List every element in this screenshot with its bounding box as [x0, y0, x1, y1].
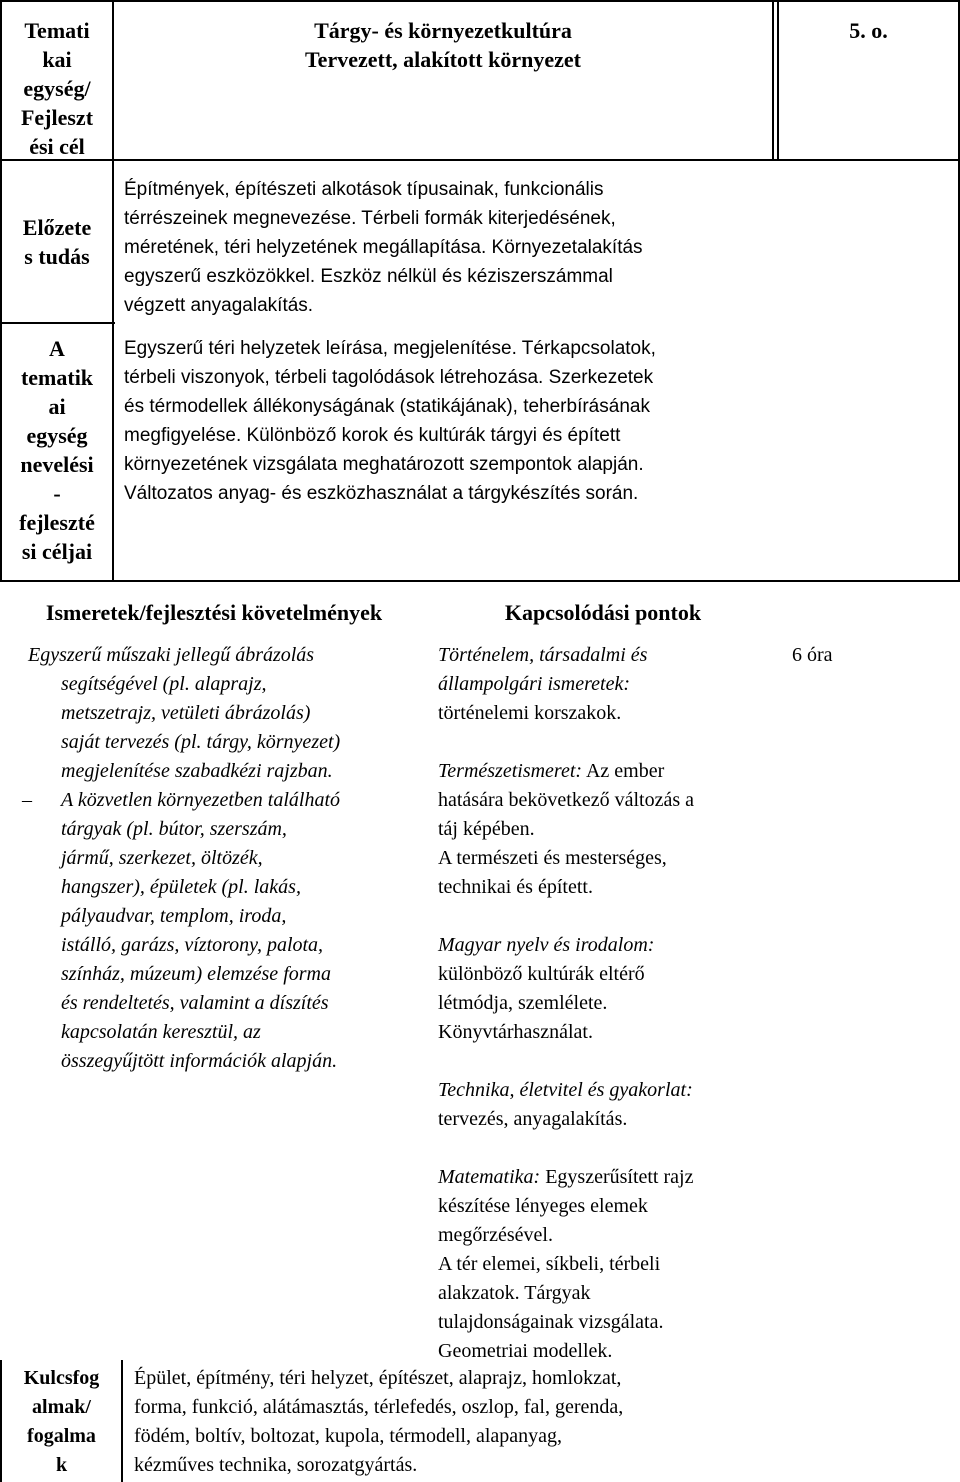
goals-line: térbeli viszonyok, térbeli tagolódások létrehozása. Szerkezetek: [124, 367, 654, 388]
prior-knowledge-label: [2, 213, 112, 271]
history-text: történelemi korszakok.: [438, 702, 622, 724]
prior-row-divider: [0, 322, 115, 324]
math-line: megőrzésével.: [438, 1224, 553, 1246]
prior-line: méretének, téri helyzetének megállapítása. Környezetalakítás: [124, 237, 643, 258]
connections-list: [438, 641, 778, 1366]
language-line: létmódja, szemlélete.: [438, 992, 608, 1014]
requirement-line: saját tervezés (pl. tárgy, környezet): [61, 731, 341, 753]
math-line: készítése lényeges elemek: [438, 1195, 648, 1217]
spacer: [438, 902, 778, 931]
goals-label-line: fejleszté: [19, 510, 95, 535]
top-border: [0, 0, 960, 2]
requirement-text: A közvetlen környezetben található: [61, 789, 340, 811]
requirement-line: pályaudvar, templom, iroda,: [61, 905, 287, 927]
math-line: [438, 1163, 778, 1192]
science-line: [438, 757, 778, 786]
requirement-line-bullet: [22, 786, 428, 815]
hours-label: 6 óra: [792, 644, 833, 666]
prior-line: egyszerű eszközökkel. Eszköz nélkül és kéziszerszámmal: [124, 266, 613, 287]
bottom-border: [0, 580, 960, 582]
page-title: [114, 16, 772, 74]
goals-text: [124, 334, 784, 508]
history-subject: Történelem, társadalmi és: [438, 644, 648, 666]
goals-label-line: -: [53, 481, 61, 506]
keywords-line: forma, funkció, alátámasztás, térlefedés, oszlop, fal, gerenda,: [134, 1396, 624, 1418]
keywords-label-line: Kulcsfog: [23, 1367, 100, 1389]
prior-line: Építmények, építészeti alkotások típusainak, funkcionális: [124, 179, 604, 200]
requirement-line: istálló, garázs, víztorony, palota,: [61, 934, 324, 956]
keywords-col-divider: [121, 1360, 123, 1482]
header-row-divider: [0, 159, 960, 161]
unit-label-line: ési cél: [29, 134, 85, 159]
goals-label-line: A: [49, 336, 65, 361]
requirement-line: jármű, szerkezet, öltözék,: [61, 847, 263, 869]
unit-label-line: kai: [42, 47, 72, 72]
technology-text: tervezés, anyagalakítás.: [438, 1108, 628, 1130]
keywords-line: kézműves technika, sorozatgyártás.: [134, 1454, 418, 1476]
language-subject: Magyar nyelv és irodalom:: [438, 934, 655, 956]
math-line: alakzatok. Tárgyak: [438, 1282, 591, 1304]
requirement-line: tárgyak (pl. bútor, szerszám,: [61, 818, 287, 840]
unit-label-line: Temati: [24, 18, 90, 43]
connections-header: Kapcsolódási pontok: [504, 600, 702, 625]
requirement-line: színház, múzeum) elemzése forma: [61, 963, 331, 985]
requirements-list: [22, 641, 428, 1076]
math-subject: Matematika:: [438, 1166, 541, 1188]
requirement-line: Egyszerű műszaki jellegű ábrázolás: [28, 644, 315, 666]
prior-knowledge-text: [124, 175, 764, 320]
science-text: Az ember: [582, 760, 665, 782]
history-subject-cont: állampolgári ismeretek:: [438, 673, 631, 695]
label-col-divider: [112, 0, 114, 582]
science-line: táj képében.: [438, 818, 535, 840]
science-line: A természeti és mesterséges,: [438, 847, 667, 869]
prior-label-line: s tudás: [24, 244, 90, 269]
prior-line: végzett anyagalakítás.: [124, 295, 314, 316]
unit-label-line: Fejleszt: [20, 105, 94, 130]
math-line: tulajdonságainak vizsgálata.: [438, 1311, 664, 1333]
requirement-line: és rendeltetés, valamint a díszítés: [61, 992, 329, 1014]
unit-label: [2, 16, 112, 161]
language-line: különböző kultúrák eltérő: [438, 963, 645, 985]
math-line: Geometriai modellek.: [438, 1340, 613, 1362]
grade-label: 5. o.: [849, 18, 888, 43]
goals-label-line: tematik: [20, 365, 94, 390]
math-text: Egyszerűsített rajz: [540, 1166, 694, 1188]
spacer: [438, 728, 778, 757]
requirement-line: összegyűjtött információk alapján.: [61, 1050, 338, 1072]
keywords-line: Épület, építmény, téri helyzet, építészet, alaprajz, homlokzat,: [134, 1367, 622, 1389]
requirement-line: megjelenítése szabadkézi rajzban.: [61, 760, 333, 782]
keywords-label: [2, 1364, 121, 1480]
goals-line: Változatos anyag- és eszközhasználat a tárgykészítés során.: [124, 483, 639, 504]
requirement-line: metszetrajz, vetületi ábrázolás): [61, 702, 311, 724]
subject-title: Tárgy- és környezetkultúra: [314, 18, 572, 43]
goals-label-line: nevelési: [20, 452, 94, 477]
goals-label-line: egység: [26, 423, 88, 448]
dash-bullet: –: [22, 789, 32, 811]
goals-label: [2, 334, 112, 566]
math-line: A tér elemei, síkbeli, térbeli: [438, 1253, 661, 1275]
unit-title: Tervezett, alakított környezet: [305, 47, 581, 72]
unit-label-line: egység/: [23, 76, 91, 101]
prior-line: térrészeinek megnevezése. Térbeli formák kiterjedésének,: [124, 208, 616, 229]
goals-label-line: ai: [48, 394, 66, 419]
requirement-line: segítségével (pl. alaprajz,: [61, 673, 267, 695]
keywords-label-line: k: [55, 1454, 68, 1476]
keywords-text: [134, 1364, 954, 1480]
spacer: [438, 1134, 778, 1163]
goals-line: és térmodellek állékonyságának (statikájának), teherbírásának: [124, 396, 650, 417]
goals-line: Egyszerű téri helyzetek leírása, megjelenítése. Térkapcsolatok,: [124, 338, 656, 359]
science-line: technikai és épített.: [438, 876, 593, 898]
prior-label-line: Előzete: [22, 215, 92, 240]
technology-subject: Technika, életvitel és gyakorlat:: [438, 1079, 693, 1101]
title-col-divider-1: [772, 0, 774, 160]
keywords-label-line: almak/: [32, 1396, 91, 1418]
requirement-line: kapcsolatán keresztül, az: [61, 1021, 261, 1043]
goals-label-line: si céljai: [21, 539, 93, 564]
keywords-line: födém, boltív, boltozat, kupola, térmodell, alapanyag,: [134, 1425, 563, 1447]
science-line: hatására bekövetkező változás a: [438, 789, 694, 811]
language-line: Könyvtárhasználat.: [438, 1021, 593, 1043]
goals-line: megfigyelése. Különböző korok és kultúrák tárgyi és épített: [124, 425, 621, 446]
spacer: [438, 1047, 778, 1076]
requirement-line: hangszer), épületek (pl. lakás,: [61, 876, 301, 898]
keywords-label-line: fogalma: [27, 1425, 96, 1447]
goals-line: környezetének vizsgálata meghatározott szempontok alapján.: [124, 454, 644, 475]
requirements-header: Ismeretek/fejlesztési követelmények: [45, 600, 383, 625]
science-subject: Természetismeret:: [438, 760, 583, 782]
